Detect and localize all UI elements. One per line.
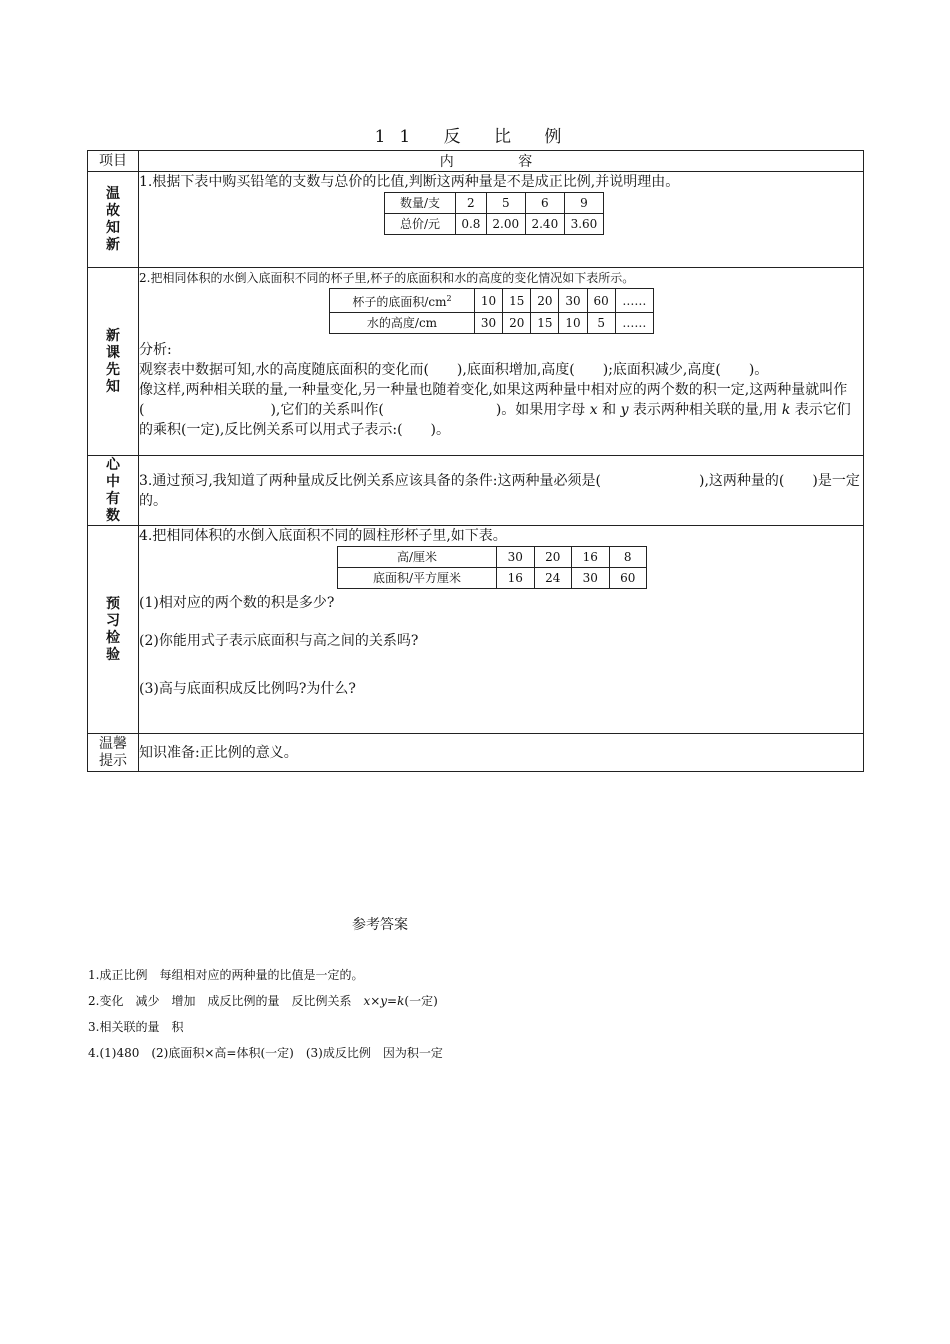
question-1: 1.根据下表中购买铅笔的支数与总价的比值,判断这两种量是不是成正比例,并说明理由。 bbox=[139, 174, 680, 190]
answers-title: 参考答案 bbox=[352, 917, 408, 933]
analysis-paragraph-1: 观察表中数据可知,水的高度随底面积的变化而( ),底面积增加,高度( );底面积减少,高度( )。 bbox=[139, 362, 769, 378]
height-area-table bbox=[337, 546, 647, 589]
header-content: 内 容 bbox=[139, 151, 864, 172]
table-row: 数量/支 2 5 6 9 bbox=[385, 193, 604, 214]
answer-3: 3.相关联的量 积 bbox=[88, 1020, 184, 1034]
header-item: 项目 bbox=[88, 151, 139, 172]
table-header-row bbox=[88, 151, 864, 172]
question-2: 2.把相同体积的水倒入底面积不同的杯子里,杯子的底面积和水的高度的变化情况如下表所示。 bbox=[139, 271, 635, 285]
page-title: 11 反 比 例 bbox=[374, 127, 576, 147]
section-label-check: 预 习 检 验 bbox=[88, 526, 139, 734]
answer-2: 2.变化 减少 增加 成反比例的量 反比例关系 x×y=k(一定) bbox=[88, 994, 438, 1008]
section-content-review bbox=[139, 172, 864, 268]
answer-1: 1.成正比例 每组相对应的两种量的比值是一定的。 bbox=[88, 968, 364, 982]
section-check bbox=[88, 526, 864, 734]
section-review bbox=[88, 172, 864, 268]
section-new-lesson bbox=[88, 268, 864, 456]
section-tip bbox=[88, 734, 864, 772]
section-content-tip bbox=[139, 734, 864, 772]
question-4-3: (3)高与底面积成反比例吗?为什么? bbox=[139, 681, 356, 697]
tip-text: 知识准备:正比例的意义。 bbox=[139, 744, 298, 761]
section-content-conclusion bbox=[139, 456, 864, 526]
section-label-new-lesson: 新 课 先 知 bbox=[88, 268, 139, 456]
cup-water-table bbox=[329, 288, 654, 334]
section-label-conclusion: 心 中 有 数 bbox=[88, 456, 139, 526]
table-row: 底面积/平方厘米 16 24 30 60 bbox=[338, 568, 647, 589]
table-row: 高/厘米 30 20 16 8 bbox=[338, 547, 647, 568]
pencil-price-table bbox=[384, 192, 604, 235]
question-4-1: (1)相对应的两个数的积是多少? bbox=[139, 595, 335, 611]
question-4: 4.把相同体积的水倒入底面积不同的圆柱形杯子里,如下表。 bbox=[139, 528, 507, 544]
section-content-check bbox=[139, 526, 864, 734]
table-row: 杯子的底面积$/cm^2$ 10 15 20 30 60 …… bbox=[330, 289, 654, 313]
answer-4: 4.(1)480 (2)底面积×高=体积(一定) (3)成反比例 因为积一定 bbox=[88, 1046, 443, 1060]
section-content-new-lesson bbox=[139, 268, 864, 456]
analysis-label: 分析: bbox=[139, 342, 172, 358]
section-conclusion bbox=[88, 456, 864, 526]
table-row: 水的高度/cm 30 20 15 10 5 …… bbox=[330, 313, 654, 334]
table-row: 总价/元 0.8 2.00 2.40 3.60 bbox=[385, 214, 604, 235]
preview-worksheet-table bbox=[87, 150, 864, 772]
section-label-review: 温 故 知 新 bbox=[88, 172, 139, 268]
section-label-tip: 温馨 提示 bbox=[88, 734, 139, 772]
question-3: 3.通过预习,我知道了两种量成反比例关系应该具备的条件:这两种量必须是( ),这两种量的( )是一定的。 bbox=[139, 472, 860, 509]
question-4-2: (2)你能用式子表示底面积与高之间的关系吗? bbox=[139, 633, 419, 649]
analysis-paragraph-2: 像这样,两种相关联的量,一种量变化,另一种量也随着变化,如果这两种量中相对应的两个数的积一定,这两种量就叫作( ),它们的关系叫作( )。如果用字母 x 和 y 表示两种相关联的量,用 k 表示它们的乘积(一定),反比例关系可以用式子表示:( )。 bbox=[139, 382, 851, 438]
